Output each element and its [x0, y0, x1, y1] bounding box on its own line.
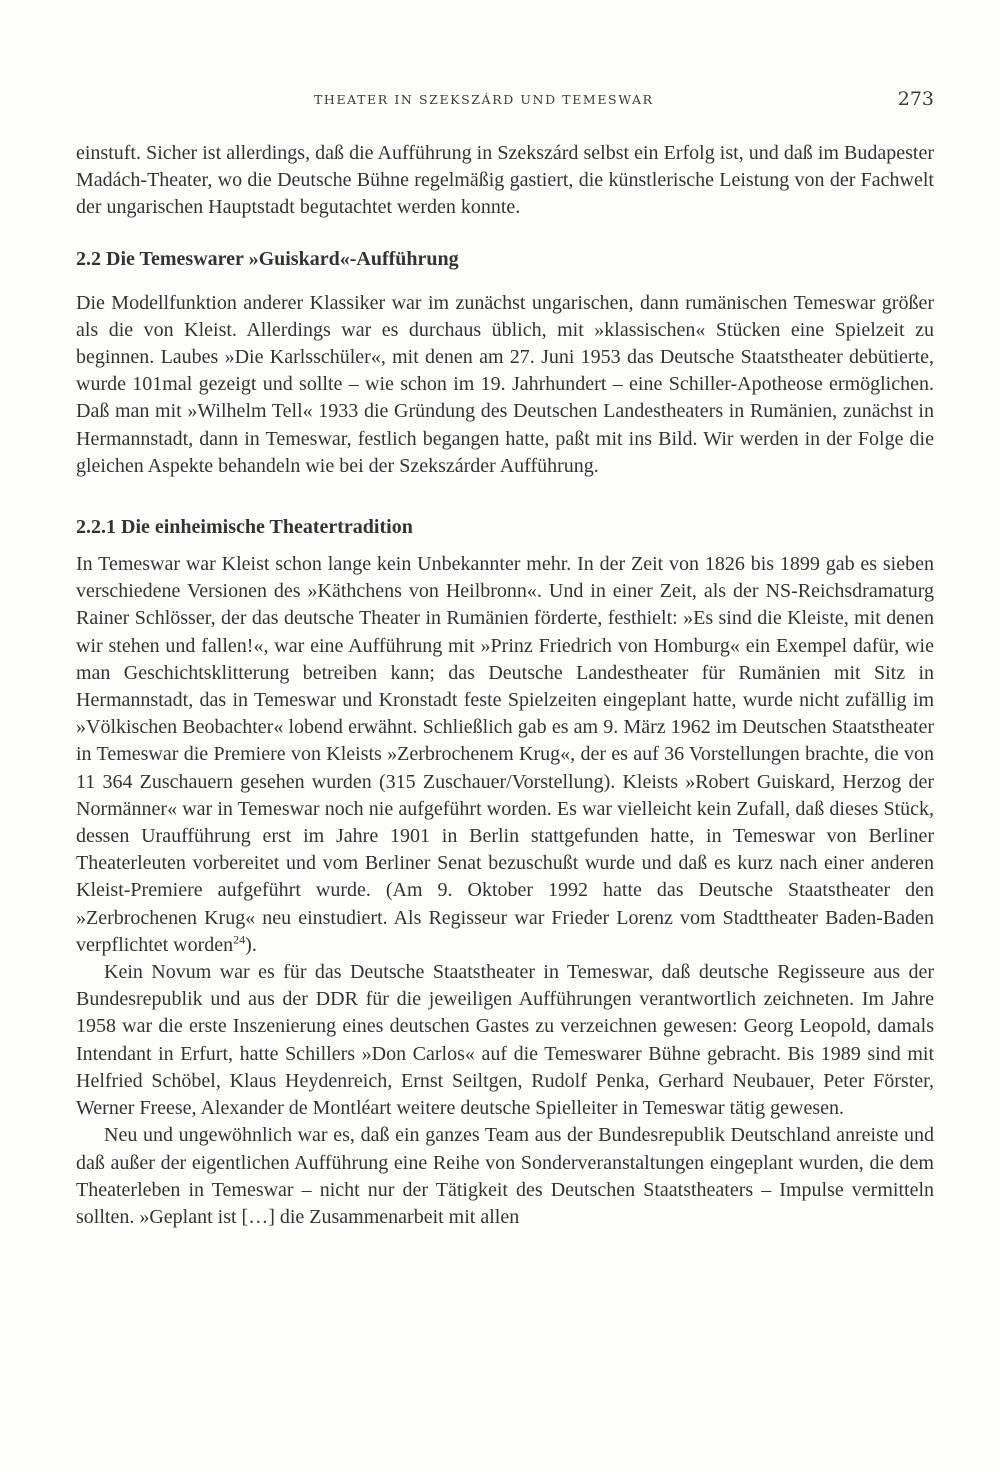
paragraph-team: Neu und ungewöhnlich war es, daß ein ganzes Team aus der Bundesrepublik Deutschland anreiste und daß außer der eigentlichen Aufführung eine Reihe von Sonderveranstaltungen eingeplant wurden, die dem Theaterleben in Temeswar – nicht nur der Tätigkeit des Deutschen Staatstheaters – Impulse vermitteln sollten. »Geplant ist […] die Zusammenarbeit mit allen: [76, 1124, 934, 1228]
paragraph-text: In Temeswar war Kleist schon lange kein Unbekannter mehr. In der Zeit von 1826 bis 1899 gab es sieben verschiedene Versionen des »Käthchens von Heilbronn«. Und in einer Zeit, als der NS-Reichsdramaturg Rainer Schlösser, der das deutsche Theater in Rumänien förderte, festhielt: »Es sind die Kleiste, mit denen wir stehen und fallen!«, war eine Aufführung mit »Prinz Friedrich von Homburg« ein Exempel dafür, wie man Geschichtsklitterung betreiben kann; das Deutsche Landestheater für Rumänien mit Sitz in Hermannstadt, das in Temeswar und Kronstadt feste Spielzeiten eingeplant hatte, wurde nicht zufällig im »Völkischen Beobachter« lobend erwähnt. Schließlich gab es am 9. März 1962 im Deutschen Staatstheater in Temeswar die Premiere von Kleists »Zerbrochenem Krug«, der es auf 36 Vorstellungen brachte, die von 11 364 Zuschauern gesehen wurden (315 Zuschauer/Vorstellung). Kleists »Robert Guiskard, Herzog der Normänner« war in Temeswar noch nie aufgeführt worden. Es war vielleicht kein Zufall, daß dieses Stück, dessen Uraufführung erst im Jahre 1901 in Berlin stattgefunden hatte, in Temeswar von Berliner Theaterleuten vorbereitet und vom Berliner Senat bezuschußt wurde und daß es kurz nach einer anderen Kleist-Premiere aufgeführt wurde. (Am 9. Oktober 1992 hatte das Deutsche Staatstheater den »Zerbrochenen Krug« neu einstudiert. Als Regisseur war Frieder Lorenz vom Stadttheater Baden-Baden verpflichtet worden: [76, 553, 934, 956]
paragraph-modellfunktion: Die Modellfunktion anderer Klassiker war im zunächst ungarischen, dann rumänischen Temeswar größer als die von Kleist. Allerdings war es durchaus üblich, mit »klassischen« Stücken eine Spielzeit zu beginnen. Laubes »Die Karlsschüler«, mit denen am 27. Juni 1953 das Deutsche Staatstheater debütierte, wurde 101mal gezeigt und sollte – wie schon im 19. Jahrhundert – eine Schiller-Apotheose ermöglichen. Daß man mit »Wilhelm Tell« 1933 die Gründung des Deutschen Landestheaters in Rumänien, zunächst in Hermannstadt, dann in Temeswar, festlich begangen hatte, paßt mit ins Bild. Wir werden in der Folge die gleichen Aspekte behandeln wie bei der Szekszárder Aufführung.: [76, 291, 934, 477]
section-heading-2-2-1: 2.2.1 Die einheimische Theatertradition: [76, 516, 413, 539]
footnote-marker: 24: [233, 932, 246, 947]
section-heading-2-2: 2.2 Die Temeswarer »Guiskard«-Aufführung: [76, 247, 459, 270]
body-text: [76, 140, 934, 1231]
paragraph-theatertradition: [76, 551, 934, 959]
running-header: [76, 88, 934, 116]
paragraph-continuation: einstuft. Sicher ist allerdings, daß die Aufführung in Szekszárd selbst ein Erfolg ist, und daß im Budapester Madách-Theater, wo die Deutsche Bühne regelmäßig gastiert, die künstlerische Leistung von der Fachwelt der ungarischen Hauptstadt begutachtet werden konnte.: [76, 142, 934, 219]
running-title: THEATER IN SZEKSZÁRD UND TEMESWAR: [314, 92, 654, 107]
page-number: 273: [897, 88, 934, 110]
paragraph-novum: Kein Novum war es für das Deutsche Staatstheater in Temeswar, daß deutsche Regisseure aus der Bundesrepublik und aus der DDR für die jeweiligen Aufführungen verantwortlich zeichneten. Im Jahre 1958 war die erste Inszenierung eines deutschen Gastes zu verzeichnen gewesen: Georg Leopold, damals Intendant in Erfurt, hatte Schillers »Don Carlos« auf die Temeswarer Bühne gebracht. Bis 1989 sind mit Helfried Schöbel, Klaus Heydenreich, Ernst Seiltgen, Rudolf Penka, Gerhard Neubauer, Peter Förster, Werner Freese, Alexander de Montléart weitere deutsche Spielleiter in Temeswar tätig gewesen.: [76, 961, 934, 1120]
paragraph-tail: ).: [245, 933, 257, 956]
